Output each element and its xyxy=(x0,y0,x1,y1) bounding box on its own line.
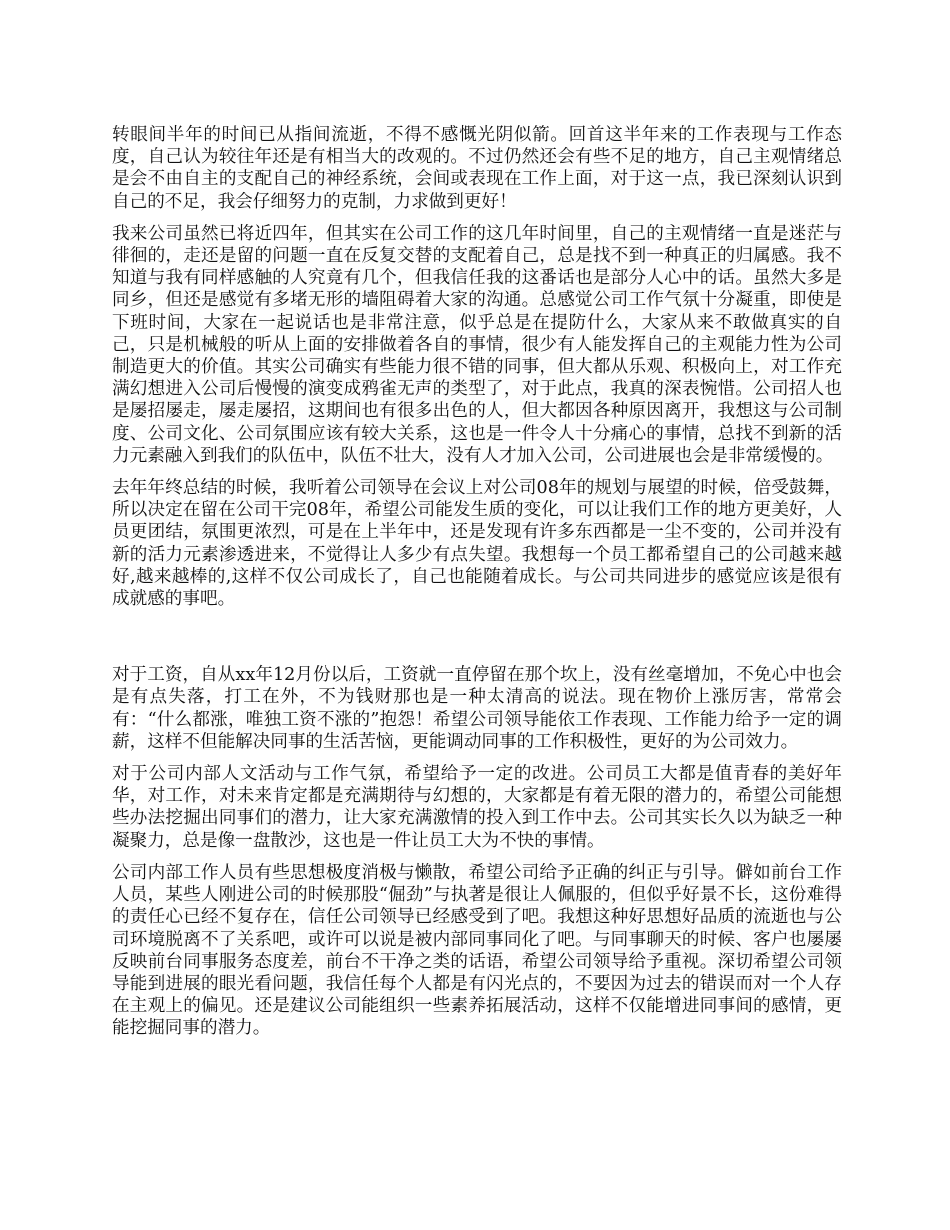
paragraph-cultural-activities: 对于公司内部人文活动与工作气氛，希望给予一定的改进。公司员工大都是值青春的美好年华，对工作，对未来肯定都是充满期待与幻想的，大家都是有着无限的潜力的，希望公司能想些办法挖掘出同事们的潜力，让大家充满激情的投入到工作中去。公司其实长久以为缺乏一种凝聚力，总是像一盘散沙，这也是一件让员工大为不快的事情。 xyxy=(112,764,842,851)
paragraph-staff-attitude: 公司内部工作人员有些思想极度消极与懒散，希望公司给予正确的纠正与引导。僻如前台工作人员，某些人刚进公司的时候那股“倔劲”与执著是很让人佩服的，但似乎好景不长，这份难得的责任心已经不复存在，信任公司领导已经感受到了吧。我想这种好思想好品质的流逝也与公司环境脱离不了关系吧，或许可以说是被内部同事同化了吧。与同事聊天的时候、客户也屡屡反映前台同事服务态度差，前台不干净之类的话语，希望公司领导给予重视。深切希望公司领导能到进展的眼光看问题，我信任每个人都是有闪光点的，不要因为过去的错误而对一个人存在主观上的偏见。还是建议公司能组织一些素养拓展活动，这样不仅能增进同事间的感情，更能挖掘同事的潜力。 xyxy=(112,862,842,1039)
document-body xyxy=(112,124,842,1050)
paragraph-company-atmosphere: 我来公司虽然已将近四年，但其实在公司工作的这几年时间里，自己的主观情绪一直是迷茫与徘徊的，走还是留的问题一直在反复交替的支配着自己，总是找不到一种真正的归属感。我不知道与我有同样感触的人究竟有几个，但我信任我的这番话也是部分人心中的话。虽然大多是同乡，但还是感觉有多堵无形的墙阻碍着大家的沟通。总感觉公司工作气氛十分凝重，即使是下班时间，大家在一起说话也是非常注意，似乎总是在提防什么，大家从来不敢做真实的自己，只是机械般的听从上面的安排做着各自的事情，很少有人能发挥自己的主观能力性为公司制造更大的价值。其实公司确实有些能力很不错的同事，但大都从乐观、积极向上，对工作充满幻想进入公司后慢慢的演变成鸦雀无声的类型了，对于此点，我真的深表惋惜。公司招人也是屡招屡走，屡走屡招，这期间也有很多出色的人，但大都因各种原因离开，我想这与公司制度、公司文化、公司氛围应该有较大关系，这也是一件令人十分痛心的事情，总找不到新的活力元素融入到我们的队伍中，队伍不壮大，没有人才加入公司，公司进展也会是非常缓慢的。 xyxy=(112,223,842,466)
paragraph-reflection: 转眼间半年的时间已从指间流逝，不得不感慨光阴似箭。回首这半年来的工作表现与工作态度，自己认为较往年还是有相当大的改观的。不过仍然还会有些不足的地方，自己主观情绪总是会不由自主的支配自己的神经系统，会间或表现在工作上面，对于这一点，我已深刻认识到自己的不足，我会仔细努力的克制，力求做到更好！ xyxy=(112,125,842,212)
section-spacer xyxy=(112,620,842,664)
paragraph-year-end-summary: 去年年终总结的时候，我听着公司领导在会议上对公司08年的规划与展望的时候，倍受鼓舞，所以决定在留在公司干完08年，希望公司能发生质的变化，可以让我们工作的地方更美好，人员更团结，氛围更浓烈，可是在上半年中，还是发现有许多东西都是一尘不变的，公司并没有新的活力元素渗透进来，不觉得让人多少有点失望。我想每一个员工都希望自己的公司越来越好,越来越棒的,这样不仅公司成长了，自己也能随着成长。与公司共同进步的感觉应该是很有成就感的事吧。 xyxy=(112,478,842,610)
paragraph-salary: 对于工资，自从xx年12月份以后，工资就一直停留在那个坎上，没有丝毫增加，不免心中也会是有点失落，打工在外，不为钱财那也是一种太清高的说法。现在物价上涨厉害，常常会有：“什么都涨，唯独工资不涨的”抱怨！希望公司领导能依工作表现、工作能力给予一定的调薪，这样不但能解决同事的生活苦恼，更能调动同事的工作积极性，更好的为公司效力。 xyxy=(112,665,842,752)
